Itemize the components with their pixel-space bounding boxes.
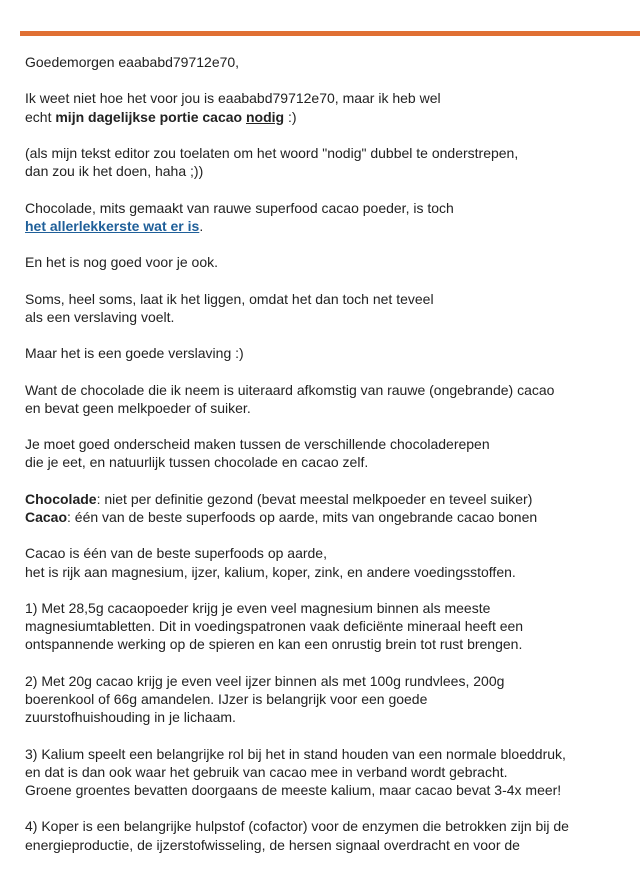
text-line: Groene groentes bevatten doorgaans de meeste kalium, maar cacao bevat 3-4x meer! [25,781,562,798]
header-accent-bar [20,31,640,36]
paragraph-want [25,381,625,417]
text-line: Maar het is een goede verslaving :) [25,345,244,362]
text-line: echt mijn dagelijkse portie cacao nodig :) [25,108,297,125]
text-line: 1) Met 28,5g cacaopoeder krijg je even veel magnesium binnen als meeste [25,599,491,616]
paragraph-onderscheid [25,435,625,471]
text-line: (als mijn tekst editor zou toelaten om het woord "nodig" dubbel te onderstrepen, [25,144,519,161]
email-body [25,53,625,872]
text-line: en bevat geen melkpoeder of suiker. [25,399,251,416]
greeting: Goedemorgen eaababd79712e70, [25,54,240,70]
text-line: Soms, heel soms, laat ik het liggen, omdat het dan toch net teveel [25,290,434,307]
emphasis-underlined-text: nodig [246,108,285,125]
paragraph-koper [25,817,625,853]
text-line: en dat is dan ook waar het gebruik van cacao mee in verband wordt gebracht. [25,763,508,780]
text-line: als een verslaving voelt. [25,308,175,325]
definition-cacao: Cacao: één van de beste superfoods op aarde, mits van ongebrande cacao bonen [25,508,538,525]
text-line: 3) Kalium speelt een belangrijke rol bij het in stand houden van een normale bloeddruk, [25,745,566,762]
text-line: Want de chocolade die ik neem is uiteraard afkomstig van rauwe (ongebrande) cacao [25,381,555,398]
paragraph-ijzer [25,672,625,727]
paragraph-chocolade [25,199,625,235]
text-line: 2) Met 20g cacao krijg je even veel ijzer binnen als met 100g rundvlees, 200g [25,672,505,689]
term: Cacao [25,508,68,525]
paragraph-goed [25,253,625,271]
paragraph-superfood [25,544,625,580]
text-line: En het is nog goed voor je ook. [25,254,219,271]
text-line: ontspannende werking op de spieren en kan een onrustig brein tot rust brengen. [25,636,523,653]
term: Chocolade [25,490,97,507]
text-line: dan zou ik het doen, haha ;)) [25,163,204,180]
text-line: boerenkool of 66g amandelen. IJzer is belangrijk voor een goede [25,690,428,707]
allerlekkerste-link[interactable]: het allerlekkerste wat er is [25,217,200,234]
text-line: zuurstofhuishouding in je lichaam. [25,709,236,726]
text-line: die je eet, en natuurlijk tussen chocolade en cacao zelf. [25,454,369,471]
text-line: Cacao is één van de beste superfoods op aarde, [25,545,327,562]
text-line: het allerlekkerste wat er is. [25,217,204,234]
emphasis-text: mijn dagelijkse portie cacao [55,108,246,125]
definition-chocolade: Chocolade: niet per definitie gezond (bevat meestal melkpoeder en teveel suiker) [25,490,533,507]
text-line: het is rijk aan magnesium, ijzer, kalium, koper, zink, en andere voedingsstoffen. [25,563,516,580]
paragraph-verslaving [25,344,625,362]
paragraph-soms [25,290,625,326]
paragraph-intro [25,89,625,125]
text-line: Chocolade, mits gemaakt van rauwe superfood cacao poeder, is toch [25,199,454,216]
paragraph-magnesium [25,599,625,654]
text-line: magnesiumtabletten. Dit in voedingspatronen vaak deficiënte mineraal heeft een [25,618,524,635]
text-line: Je moet goed onderscheid maken tussen de verschillende chocoladerepen [25,436,490,453]
text-line: energieproductie, de ijzerstofwisseling, de hersen signaal overdracht en voor de [25,836,520,853]
text-line: Ik weet niet hoe het voor jou is eaababd79712e70, maar ik heb wel [25,90,441,107]
paragraph-kalium [25,745,625,800]
text-line: 4) Koper is een belangrijke hulpstof (cofactor) voor de enzymen die betrokken zijn bij de [25,818,569,835]
paragraph-definitions [25,490,625,526]
paragraph-editor-note [25,144,625,180]
